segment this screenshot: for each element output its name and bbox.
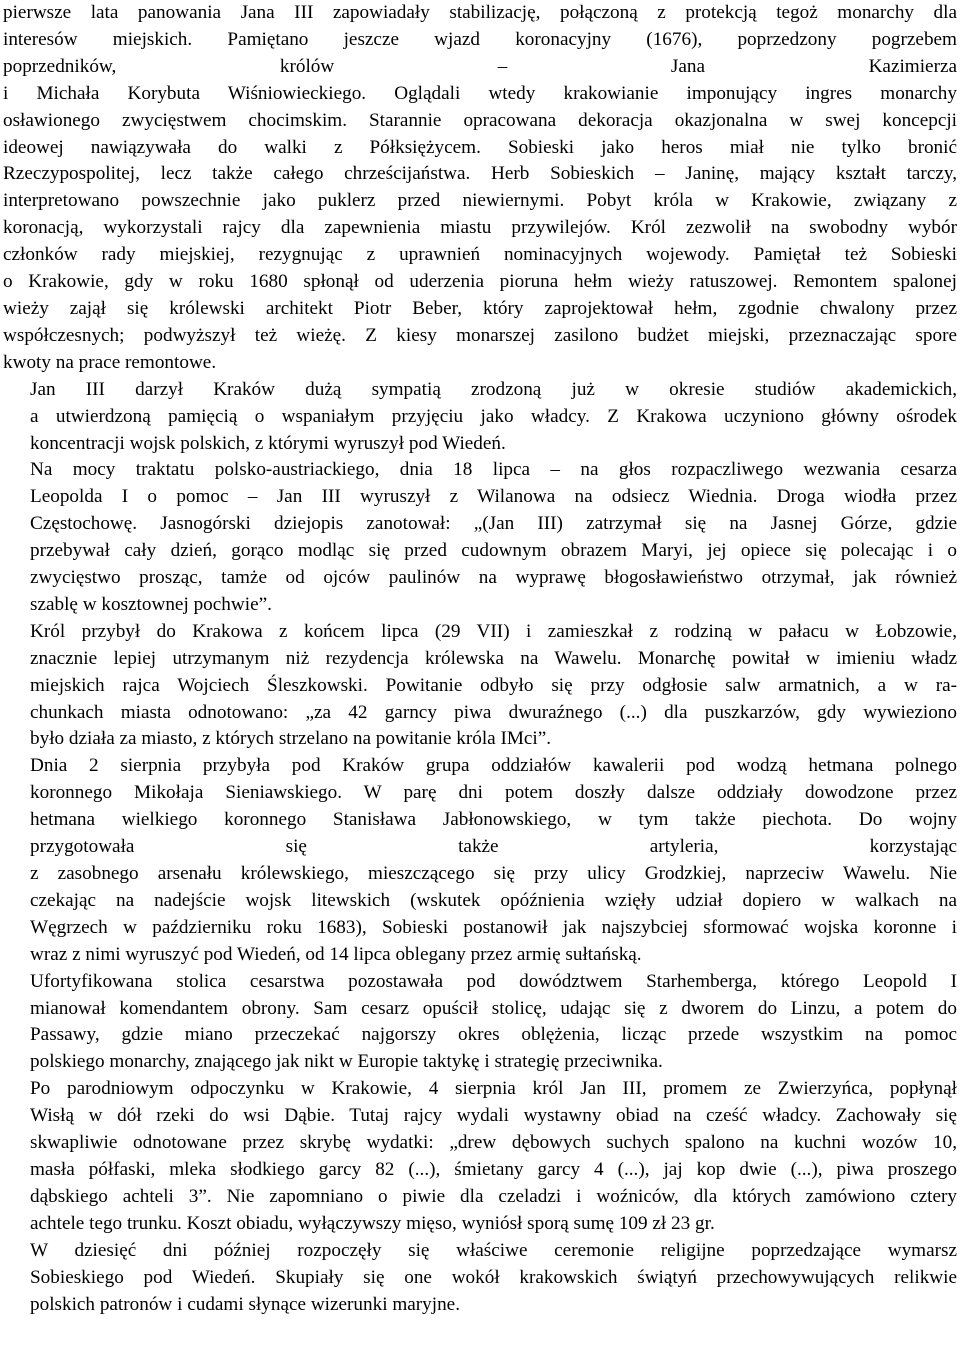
text-line: polskich patronów i cudami słynące wizerunki maryjne. xyxy=(30,1293,460,1315)
text-line: czekając na nadejście wojsk litewskich (wskutek opóźnienia wzięły udział dopiero w walkach na xyxy=(30,889,957,911)
text-line: Po parodniowym odpoczynku w Krakowie, 4 sierpnia król Jan III, promem ze Zwierzyńca, popłynął xyxy=(30,1078,957,1100)
text-line: mianował komendantem obrony. Sam cesarz opuścił stolicę, udając się z dworem do Linzu, a potem do xyxy=(30,997,957,1019)
text-line: Częstochowę. Jasnogórski dziejopis zanotował: „(Jan III) zatrzymał się na Jasnej Górze, gdzie xyxy=(30,513,957,535)
text-line: koronacją, wykorzystali rajcy dla zapewnienia miastu przywilejów. Król zezwolił na swobodny wybór xyxy=(3,217,957,239)
paragraph xyxy=(3,1076,957,1237)
text-line: masła półfaski, mleka słodkiego garcy 82 (...), śmietany garcy 4 (...), jaj kop dwie (...), piwa proszego xyxy=(30,1158,957,1180)
paragraph xyxy=(3,1238,957,1319)
text-line: polskiego monarchy, znającego jak nikt w Europie taktykę i strategię przeciwnika. xyxy=(30,1051,663,1073)
text-line: Leopolda I o pomoc – Jan III wyruszył z Wilanowa na odsiecz Wiednia. Droga wiodła przez xyxy=(30,486,957,508)
paragraph xyxy=(3,377,957,458)
text-line: Węgrzech w październiku roku 1683), Sobieski postanowił jak najszybciej sformować wojska koronne i xyxy=(30,916,957,938)
text-line: było działa za miasto, z których strzelano na powitanie króla IMci”. xyxy=(30,728,552,750)
text-line: przebywał cały dzień, gorąco modląc się przed cudownym obrazem Maryi, jej opiece się polecając i o xyxy=(30,540,957,562)
text-line: Rzeczypospolitej, lecz także całego chrześcijaństwa. Herb Sobieskich – Janinę, mający kształt tarczy, xyxy=(3,163,957,185)
text-line: członków rady miejskiej, rezygnując z uprawnień nominacyjnych wojewody. Pamiętał też Sobieski xyxy=(3,244,957,266)
text-line: o Krakowie, gdy w roku 1680 spłonął od uderzenia pioruna hełm wieży ratuszowej. Remontem spalonej xyxy=(3,271,957,293)
text-line: dąbskiego achteli 3”. Nie zapomniano o piwie dla czeladzi i woźniców, dla których zamówiono cztery xyxy=(30,1185,957,1207)
paragraph xyxy=(3,619,957,754)
text-line: zwycięstwo prosząc, tamże od ojców paulinów na wyprawę błogosławieństwo otrzymał, jak również xyxy=(30,567,957,589)
document-page xyxy=(3,0,957,1318)
text-line: wraz z nimi wyruszyć pod Wiedeń, od 14 lipca oblegany przez armię sułtańską. xyxy=(30,943,642,965)
text-line: i Michała Korybuta Wiśniowieckiego. Oglądali wtedy krakowianie imponujący ingres monarchy xyxy=(3,82,957,104)
text-line: z zasobnego arsenału królewskiego, mieszczącego się przy ulicy Grodzkiej, naprzeciw Wawelu. Nie xyxy=(30,863,957,884)
text-line: szablę w kosztownej pochwie”. xyxy=(30,593,272,615)
text-line: osławionego zwycięstwem chocimskim. Starannie opracowana dekoracja okazjonalna w swej koncepcji xyxy=(3,109,957,131)
text-line: Jan III darzył Kraków dużą sympatią zrodzoną już w okresie studiów akademickich, xyxy=(30,378,957,400)
text-line: Wisłą w dół rzeki do wsi Dąbie. Tutaj rajcy wydali wystawny obiad na cześć władcy. Zachowały się xyxy=(30,1105,957,1127)
text-line: poprzedników, królów – Jana Kazimierza xyxy=(3,55,957,77)
text-line: ideowej nawiązywała do walki z Półksiężycem. Sobieski jako heros miał nie tylko bronić xyxy=(3,136,957,158)
text-line: skwapliwie odnotowane przez skrybę wydatki: „drew dębowych suchych spalono na kuchni wozów 10, xyxy=(30,1132,957,1154)
paragraph xyxy=(3,969,957,1077)
text-line: miejskich rajca Wojciech Śleszkowski. Powitanie odbyło się przy odgłosie salw armatnich, a w ra- xyxy=(30,674,957,696)
text-line: a utwierdzoną pamięcią o wspaniałym przyjęciu jako władcy. Z Krakowa uczyniono główny ośrodek xyxy=(30,405,957,427)
text-line: Ufortyfikowana stolica cesarstwa pozostawała pod dowództwem Starhemberga, którego Leopold I xyxy=(30,970,957,992)
text-line: achtele tego trunku. Koszt obiadu, wyłączywszy mięso, wyniósł sporą sumę 109 zł 23 gr. xyxy=(30,1212,715,1234)
text-line: Na mocy traktatu polsko-austriackiego, dnia 18 lipca – na głos rozpaczliwego wezwania cesarza xyxy=(30,459,957,481)
text-line: hetmana wielkiego koronnego Stanisława Jabłonowskiego, w tym także piechota. Do wojny xyxy=(30,809,957,831)
text-line: przygotowała się także artyleria, korzystając xyxy=(30,836,957,858)
text-line: koronnego Mikołaja Sieniawskiego. W parę dni potem doszły dalsze oddziały dowodzone przez xyxy=(30,782,957,804)
text-line: pierwsze lata panowania Jana III zapowiadały stabilizację, połączoną z protekcją tegoż monarchy dla xyxy=(3,2,957,23)
text-line: Król przybył do Krakowa z końcem lipca (29 VII) i zamieszkał z rodziną w pałacu w Łobzowie, xyxy=(30,620,957,642)
text-line: Sobieskiego pod Wiedeń. Skupiały się one wokół krakowskich świątyń przechowywujących relikwie xyxy=(30,1266,957,1288)
text-line: W dziesięć dni później rozpoczęły się właściwe ceremonie religijne poprzedzające wymarsz xyxy=(30,1239,957,1261)
text-line: chunkach miasta odnotowano: „za 42 garncy piwa dwuraźnego (...) dla puszkarzów, gdy wywieziono xyxy=(30,701,957,723)
paragraph xyxy=(3,0,957,377)
text-line: Passawy, gdzie miano przeczekać najgorszy okres oblężenia, licząc przede wszystkim na pomoc xyxy=(30,1024,957,1046)
paragraph xyxy=(3,457,957,618)
text-line: interesów miejskich. Pamiętano jeszcze wjazd koronacyjny (1676), poprzedzony pogrzebem xyxy=(3,28,957,50)
text-line: współczesnych; podwyższył też wieżę. Z kiesy monarszej zasilono budżet miejski, przeznaczając spore xyxy=(3,324,957,346)
text-line: koncentracji wojsk polskich, z którymi wyruszył pod Wiedeń. xyxy=(30,432,506,454)
text-line: Dnia 2 sierpnia przybyła pod Kraków grupa oddziałów kawalerii pod wodzą hetmana polnego xyxy=(30,755,957,777)
text-line: interpretowano powszechnie jako puklerz przed niewiernymi. Pobyt króla w Krakowie, związany z xyxy=(3,190,957,212)
text-line: kwoty na prace remontowe. xyxy=(3,351,217,373)
text-line: znacznie lepiej utrzymanym niż rezydencja królewska na Wawelu. Monarchę powitał w imieniu władz xyxy=(30,647,957,669)
text-line: wieży zajął się królewski architekt Piotr Beber, który zaprojektował hełm, zgodnie chwalony przez xyxy=(3,297,957,319)
paragraph xyxy=(3,753,957,968)
